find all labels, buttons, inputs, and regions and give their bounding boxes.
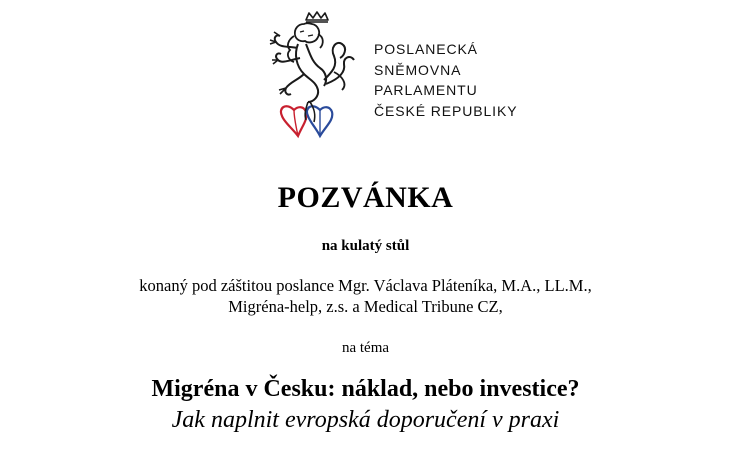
- organizers-line-2: Migréna-help, z.s. a Medical Tribune CZ,: [228, 297, 503, 316]
- invitation-title: POZVÁNKA: [277, 181, 454, 214]
- institution-name: [374, 39, 517, 121]
- institution-line: PARLAMENTU: [374, 82, 478, 98]
- institution-line: SNĚMOVNA: [374, 61, 462, 78]
- organizers-line-1: konaný pod záštitou poslance Mgr. Václava Pláteníka, M.A., LL.M.,: [139, 276, 592, 295]
- letterhead: [264, 10, 564, 142]
- institution-line: POSLANECKÁ: [374, 41, 478, 57]
- invitation-subtitle: na kulatý stůl: [321, 238, 410, 254]
- topic-title: Migréna v Česku: náklad, nebo investice?: [151, 376, 580, 402]
- institution-line: ČESKÉ REPUBLIKY: [374, 102, 518, 119]
- topic-intro: na téma: [341, 340, 390, 356]
- topic-subtitle: Jak naplnit evropská doporučení v praxi: [171, 407, 560, 433]
- lion-with-crown-emblem-icon: [264, 10, 356, 140]
